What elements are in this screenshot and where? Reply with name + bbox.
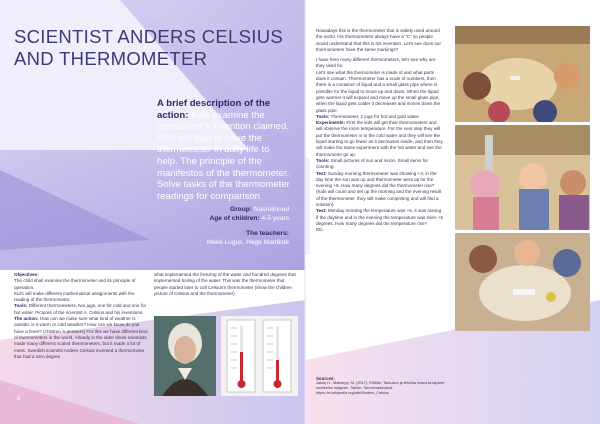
- photo-drawing: [455, 233, 590, 331]
- classroom-photo-middle: [455, 125, 590, 230]
- age-value: 4-5 years: [261, 215, 289, 222]
- right-paragraph: [316, 227, 444, 233]
- right-paragraph: [316, 120, 444, 158]
- portrait-drawing: [154, 316, 216, 396]
- right-paragraph: [316, 57, 444, 70]
- paragraph-text: Let's see what the thermometer is made of and what parts does it contain. Thermometer has a scale of numbers, then there is a container of liquid and a small glass pipe where is possible for the liquid to move up and down. When the liquid gets warmer it will expand and move up the small glass pipe, when the liquid gets colder it decreases and moves down the glass pipe.: [316, 69, 441, 113]
- paragraph-text: I have here many different thermometers, let's see why are they used for.: [316, 57, 436, 69]
- paragraph-label: Tools:: [316, 157, 330, 163]
- right-paragraph: [316, 158, 444, 171]
- paragraph-text: The child shall examine the thermometer and its principle of operation.: [14, 278, 136, 290]
- right-text-column: [316, 28, 444, 234]
- paragraph-label: Test:: [316, 208, 327, 214]
- right-paragraph: [316, 70, 444, 114]
- photo-drawing: [455, 125, 590, 230]
- group-value: Nasrulinnud: [253, 206, 289, 213]
- brief-description: [157, 98, 290, 202]
- paragraph-label: Test:: [316, 170, 327, 176]
- photo-drawing: [455, 26, 590, 122]
- sources-heading: Sources:: [316, 376, 335, 381]
- sources-block: [316, 376, 456, 396]
- celsius-portrait: [154, 316, 216, 396]
- page-number: 8: [17, 396, 21, 402]
- paragraph-text: Nowadays this is the thermometer that is widely used around the world. His thermometers always have a "C" so people would understand that this is his invention. Let's see does our thermometers have the same markings?: [316, 28, 441, 52]
- right-paragraph: [316, 171, 444, 209]
- paragraph-text: Kid's will make different mathematical assignments with the reading of the thermometer.: [14, 290, 135, 303]
- paragraph-text: Thermometer, 2 jugs for hot and gold water.: [330, 113, 420, 119]
- left-text-column: [14, 272, 150, 360]
- left-paragraph: [14, 303, 150, 316]
- page-title: SCIENTIST ANDERS CELSIUS AND THERMOMETER: [14, 26, 284, 69]
- paragraph-label: Tools:: [14, 303, 28, 309]
- teachers-label: The teachers:: [246, 230, 289, 237]
- paragraph-label: Tools:: [316, 113, 330, 119]
- middle-text-column: [154, 272, 296, 297]
- right-paragraph: [316, 208, 444, 227]
- paragraph-text: Etc.: [316, 227, 324, 233]
- group-info: [209, 205, 289, 223]
- paragraph-label: Experiments:: [316, 120, 346, 126]
- right-paragraph: [316, 28, 444, 53]
- paragraph-text: Monday morning the temperature was +5, it was raining if the daytime and in the evening the temperature was risen +5 degrees. How many degrees did the temperature rise?: [316, 208, 444, 226]
- group-label: Group:: [229, 206, 252, 213]
- paragraph-text: Different thermometers, two jugs, one for cold and one for hot water. Pictures of the scientist A. Celsius and his inventions.: [14, 303, 147, 315]
- teachers-info: [207, 229, 289, 247]
- thermometers-image: [221, 316, 298, 396]
- teachers-names: Meeli Lugus, Hege Mardiste: [206, 239, 289, 246]
- paragraph-label: The action:: [14, 316, 39, 322]
- paragraph-label: Objectives:: [14, 272, 39, 277]
- classroom-photo-bottom: [455, 233, 590, 331]
- brief-text: Kids examine the researcher's invention claimed. Find out how to have the thermometer in daily life to help. The principle of the manifestos of the thermometer. Solve tasks of the thermometer readings for comparison: [157, 109, 290, 202]
- paragraph-text: Sunday morning thermometer was showing +3, in the day time the sun was up and thermometer went up for the evening +6. How many degrees did the thermometer rise? (Kids will count and set up the morning and the evening result of the thermometer, they will make comprising and will find a solution): [316, 170, 442, 208]
- source-line: Jakarj H., Mattsepp, M. (2017). Rõõlde. Tarkused ja tehnika ressurss lapsele koolieelse haiguste. Tallinn: Tarmeeraamatud.: [316, 381, 445, 390]
- age-label: Age of children:: [209, 215, 260, 222]
- paragraph-text: How can we make sure what kind of weather is outside: is it warm or cold weather? How can we know do you have a fever? (children 's answers) For this we have different kind of thermometers in the world. Already in the older times scientists made many different scaled thermometers, but it made a lot of mess. Swedish scientist Anders Celsius invented a thermometer that had a zero degree: [14, 316, 148, 359]
- classroom-photo-top: [455, 26, 590, 122]
- left-paragraph: [14, 278, 150, 291]
- paragraph-text: Small pictures of sun and moon. Small items for counting.: [316, 157, 429, 170]
- left-paragraph: [14, 291, 150, 304]
- paragraph-text: First the kids will get their thermometers and will observe the room temperature. For the next step they will put the thermometer in to the cold water and they will see the liquid starting to go fewer as it decreases inside, and then they will make the same experiment with the hot water and see the thermometer go up.: [316, 120, 443, 157]
- source-line: https://et.wikipedia.org/wiki/Anders_Celsius: [316, 391, 389, 395]
- thermometers-drawing: [221, 316, 298, 396]
- middle-paragraph: what implemented the freezing of the water and hundred degrees that implemented boiling of the water. This was the thermometer that people started later to call Celsius's thermometer (show the children picture of Celsius and the thermometer): [154, 272, 296, 296]
- left-paragraph: [14, 316, 150, 360]
- brief-heading: A brief description of the action:: [157, 98, 271, 121]
